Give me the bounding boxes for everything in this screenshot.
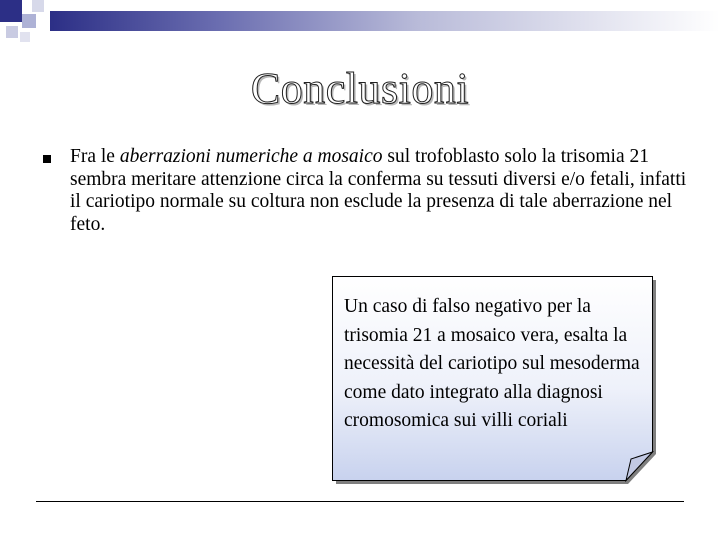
bullet-text-suffix: sul trofoblasto solo la trisomia 21 sembra meritare attenzione circa la conferma su tessuti diversi e/o fetali, infatti il cariotipo normale su coltura non esclude la presenza di tale aberrazione nel feto. <box>70 146 687 235</box>
corner-square-icon <box>20 32 30 42</box>
bullet-text-emphasis: aberrazioni numeriche a mosaico <box>119 146 383 167</box>
note-callout <box>332 276 654 482</box>
corner-square-icon <box>6 26 18 38</box>
header-gradient-bar <box>50 11 720 31</box>
bullet-text <box>70 146 690 236</box>
slide-title: Conclusioni <box>250 64 470 113</box>
corner-square-icon <box>22 14 36 28</box>
note-text: Un caso di falso negativo per la trisomia 21 a mosaico vera, esalta la necessità del cariotipo sul mesoderma come dato integrato alla diagnosi cromosomica sui villi coriali <box>344 296 640 431</box>
corner-square-icon <box>0 0 22 22</box>
square-bullet-icon <box>43 155 51 163</box>
corner-square-icon <box>32 0 44 12</box>
bottom-divider <box>36 501 684 502</box>
bullet-text-prefix: Fra le <box>70 146 120 167</box>
